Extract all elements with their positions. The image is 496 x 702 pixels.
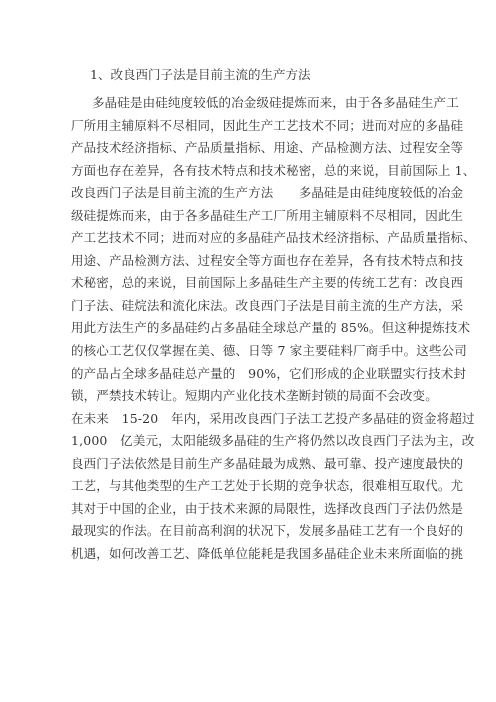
- text-line: 用此方法生产的多晶硅约占多晶硅全球总产量的 85%。但这种提炼技术: [71, 320, 471, 336]
- text-line: 级硅提炼而来，由于各多晶硅生产工厂所用主辅原料不尽相同，因此生: [71, 207, 464, 223]
- text-line: 改良西门子法是目前主流的生产方法 多晶硅是由硅纯度较低的冶金: [71, 185, 464, 201]
- text-line: 锁，严禁技术转让。短期内产业化技术垄断封锁的局面不会改变。: [71, 388, 438, 404]
- text-line: 机遇，如何改善工艺、降低单位能耗是我国多晶硅企业未来所面临的挑: [71, 545, 464, 561]
- text-line: 的核心工艺仅仅掌握在美、德、日等 7 家主要硅料厂商手中。这些公司: [71, 343, 467, 359]
- text-line: 方面也存在差异，各有技术特点和技术秘密，总的来说，目前国际上 1、: [71, 162, 476, 178]
- body-text: [71, 92, 476, 565]
- text-line: 多晶硅是由硅纯度较低的冶金级硅提炼而来，由于各多晶硅生产工: [92, 95, 459, 110]
- text-line: 门子法、硅烷法和流化床法。改良西门子法是目前主流的生产方法，采: [71, 297, 464, 313]
- text-line: 产品技术经济指标、产品质量指标、用途、产品检测方法、过程安全等: [71, 140, 464, 156]
- text-line: 产工艺技术不同；进而对应的多晶硅产品技术经济指标、产品质量指标、: [71, 230, 476, 246]
- text-line: 1,000 亿美元，太阳能级多晶硅的生产将仍然以改良西门子法为主，改: [71, 433, 475, 449]
- section-heading: 1、改良西门子法是目前主流的生产方法: [90, 67, 311, 82]
- text-line: 工艺，与其他类型的生产工艺处于长期的竞争状态，很难相互取代。尤: [71, 478, 464, 494]
- text-line: 用途、产品检测方法、过程安全等方面也存在差异，各有技术特点和技: [71, 252, 464, 268]
- text-line: 良西门子法依然是目前生产多晶硅最为成熟、最可靠、投产速度最快的: [71, 455, 464, 471]
- text-line: 在未来 15-20 年内，采用改良西门子法工艺投产多晶硅的资金将超过: [71, 410, 475, 426]
- text-line: 的产品占全球多晶硅总产量的 90%，它们形成的企业联盟实行技术封: [71, 365, 467, 381]
- text-line: 其对于中国的企业，由于技术来源的局限性，选择改良西门子法仍然是: [71, 500, 464, 516]
- text-line: 最现实的作法。在目前高利润的状况下，发展多晶硅工艺有一个良好的: [71, 523, 464, 539]
- text-line: 术秘密，总的来说，目前国际上多晶硅生产主要的传统工艺有：改良西: [71, 275, 464, 291]
- text-line: 厂所用主辅原料不尽相同，因此生产工艺技术不同；进而对应的多晶硅: [71, 117, 464, 133]
